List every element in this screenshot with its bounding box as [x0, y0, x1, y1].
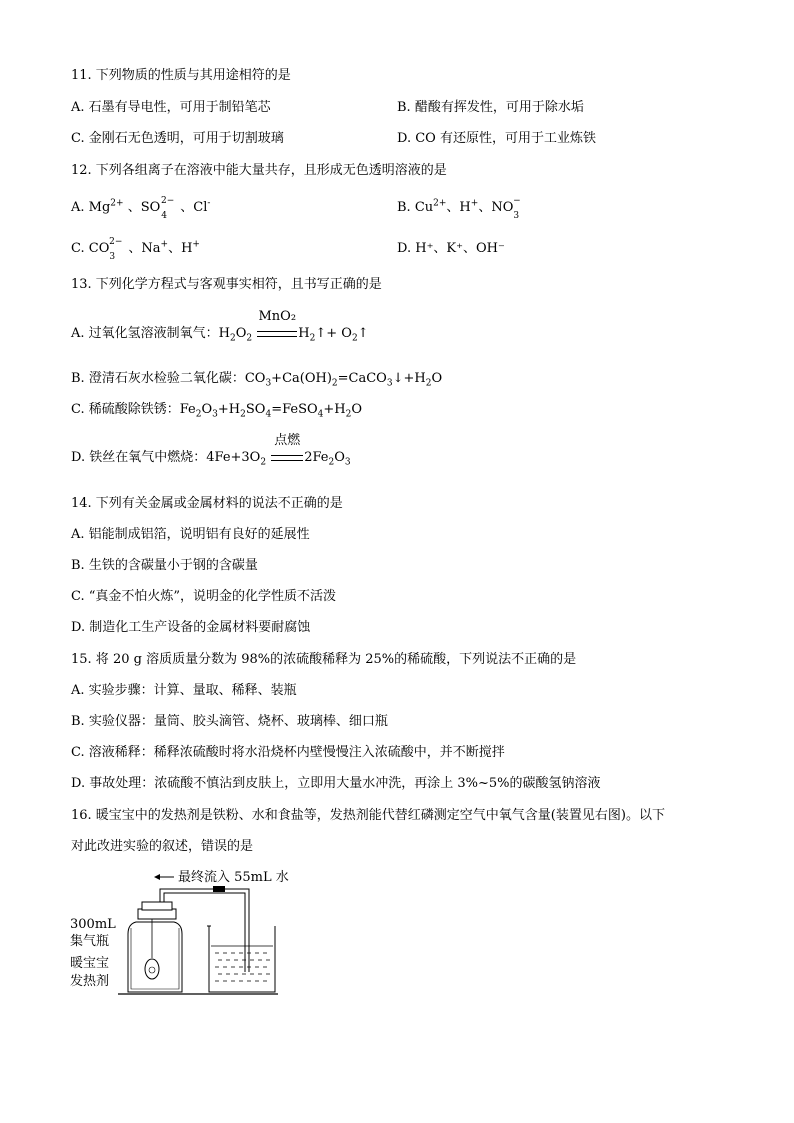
q13-a-condition: MnO₂	[258, 309, 297, 324]
q13-d-condition-arrow	[270, 433, 304, 467]
q13-a-prefix: A. 过氧化氢溶液制氧气：	[71, 326, 219, 341]
q15-option-c: C. 溶液稀释：稀释浓硫酸时将水沿烧杯内壁慢慢注入浓硫酸中，并不断搅拌	[71, 745, 505, 760]
q13-d-prefix: D. 铁丝在氧气中燃烧：	[71, 450, 207, 465]
figure-heat-agent-2: 发热剂	[70, 974, 110, 989]
q14-stem: 14. 下列有关金属或金属材料的说法不正确的是	[71, 496, 343, 511]
q11-option-a: A. 石墨有导电性，可用于制铅笔芯	[71, 100, 271, 115]
q12-a-label: A.	[71, 200, 85, 215]
q15-option-a: A. 实验步骤：计算、量取、稀释、装瓶	[71, 683, 297, 698]
beaker	[207, 926, 275, 992]
q13-option-d: D. 铁丝在氧气中燃烧：$4Fe+3O_2$ 点燃 $2Fe_2O_3$	[71, 433, 351, 468]
q13-option-b: B. 澄清石灰水检验二氧化碳：$CO_3+Ca(OH)_2=CaCO_3↓+H_2O$	[71, 371, 443, 389]
q14-option-c: C. “真金不怕火炼”，说明金的化学性质不活泼	[71, 589, 337, 604]
q16-apparatus-figure	[70, 866, 290, 1006]
q11-option-b: B. 醋酸有挥发性，可用于除水垢	[397, 100, 584, 115]
q13-option-c: C. 稀硫酸除铁锈：$Fe_2O_3+H_2SO_4=FeSO_4+H_2O$	[71, 402, 363, 420]
q13-c-text: C. 稀硫酸除铁锈：	[71, 402, 180, 417]
q16-stem-line-2: 对此改进实验的叙述，错误的是	[71, 839, 254, 854]
q12-option-c: C. $CO_3^{2-}$ 、Na+、H+	[71, 236, 200, 262]
q11-option-d: D. CO 有还原性，可用于工业炼铁	[397, 131, 596, 146]
q12-b-label: B.	[397, 200, 411, 215]
figure-bottle-name: 集气瓶	[70, 934, 110, 949]
q15-option-b: B. 实验仪器：量筒、胶头滴管、烧杯、玻璃棒、细口瓶	[71, 714, 388, 729]
q13-d-condition: 点燃	[274, 433, 301, 448]
q14-option-b: B. 生铁的含碳量小于钢的含碳量	[71, 558, 258, 573]
q13-stem: 13. 下列化学方程式与客观事实相符，且书写正确的是	[71, 277, 382, 292]
q14-option-a: A. 铝能制成铝箔，说明铝有良好的延展性	[71, 527, 310, 542]
q16-stem-line-1: 16. 暖宝宝中的发热剂是铁粉、水和食盐等，发热剂能代替红磷测定空气中氧气含量(装置见右图)。以下	[71, 808, 665, 823]
q11-option-c: C. 金刚石无色透明，可用于切割玻璃	[71, 131, 284, 146]
flow-arrow	[154, 874, 174, 880]
q15-stem: 15. 将 20 g 溶质质量分数为 98%的浓硫酸稀释为 25%的稀硫酸，下列说法不正确的是	[71, 652, 577, 667]
q12-c-label: C.	[71, 241, 85, 256]
q12-d-text: H⁺、K⁺、OH⁻	[415, 241, 505, 256]
q12-d-label: D.	[397, 241, 412, 256]
q12-option-d	[397, 240, 505, 258]
q14-option-d: D. 制造化工生产设备的金属材料要耐腐蚀	[71, 620, 311, 635]
figure-heat-agent-1: 暖宝宝	[70, 956, 110, 971]
q13-a-condition-arrow	[256, 309, 298, 343]
q15-option-d: D. 事故处理：浓硫酸不慎沾到皮肤上，立即用大量水冲洗，再涂上 3%~5%的碳酸氢钠溶液	[71, 776, 601, 791]
q12-stem: 12. 下列各组离子在溶液中能大量共存，且形成无色透明溶液的是	[71, 163, 447, 178]
q12-option-a: A. $Mg^{2+}$ 、$SO_4^{2-}$ 、Cl-	[71, 195, 211, 221]
figure-bottle-volume: 300mL	[70, 917, 116, 932]
q13-option-a: A. 过氧化氢溶液制氧气：$H_2O_2$ MnO₂ $H_2↑+$ $O_2↑$	[71, 309, 369, 344]
q11-stem: 11. 下列物质的性质与其用途相符的是	[71, 68, 291, 83]
q12-option-b: B. $Cu^{2+}$、H+、$NO_3^-$	[397, 195, 521, 221]
figure-arrow-label: 最终流入 55mL 水	[178, 870, 289, 885]
q13-b-text: B. 澄清石灰水检验二氧化碳：	[71, 371, 245, 386]
